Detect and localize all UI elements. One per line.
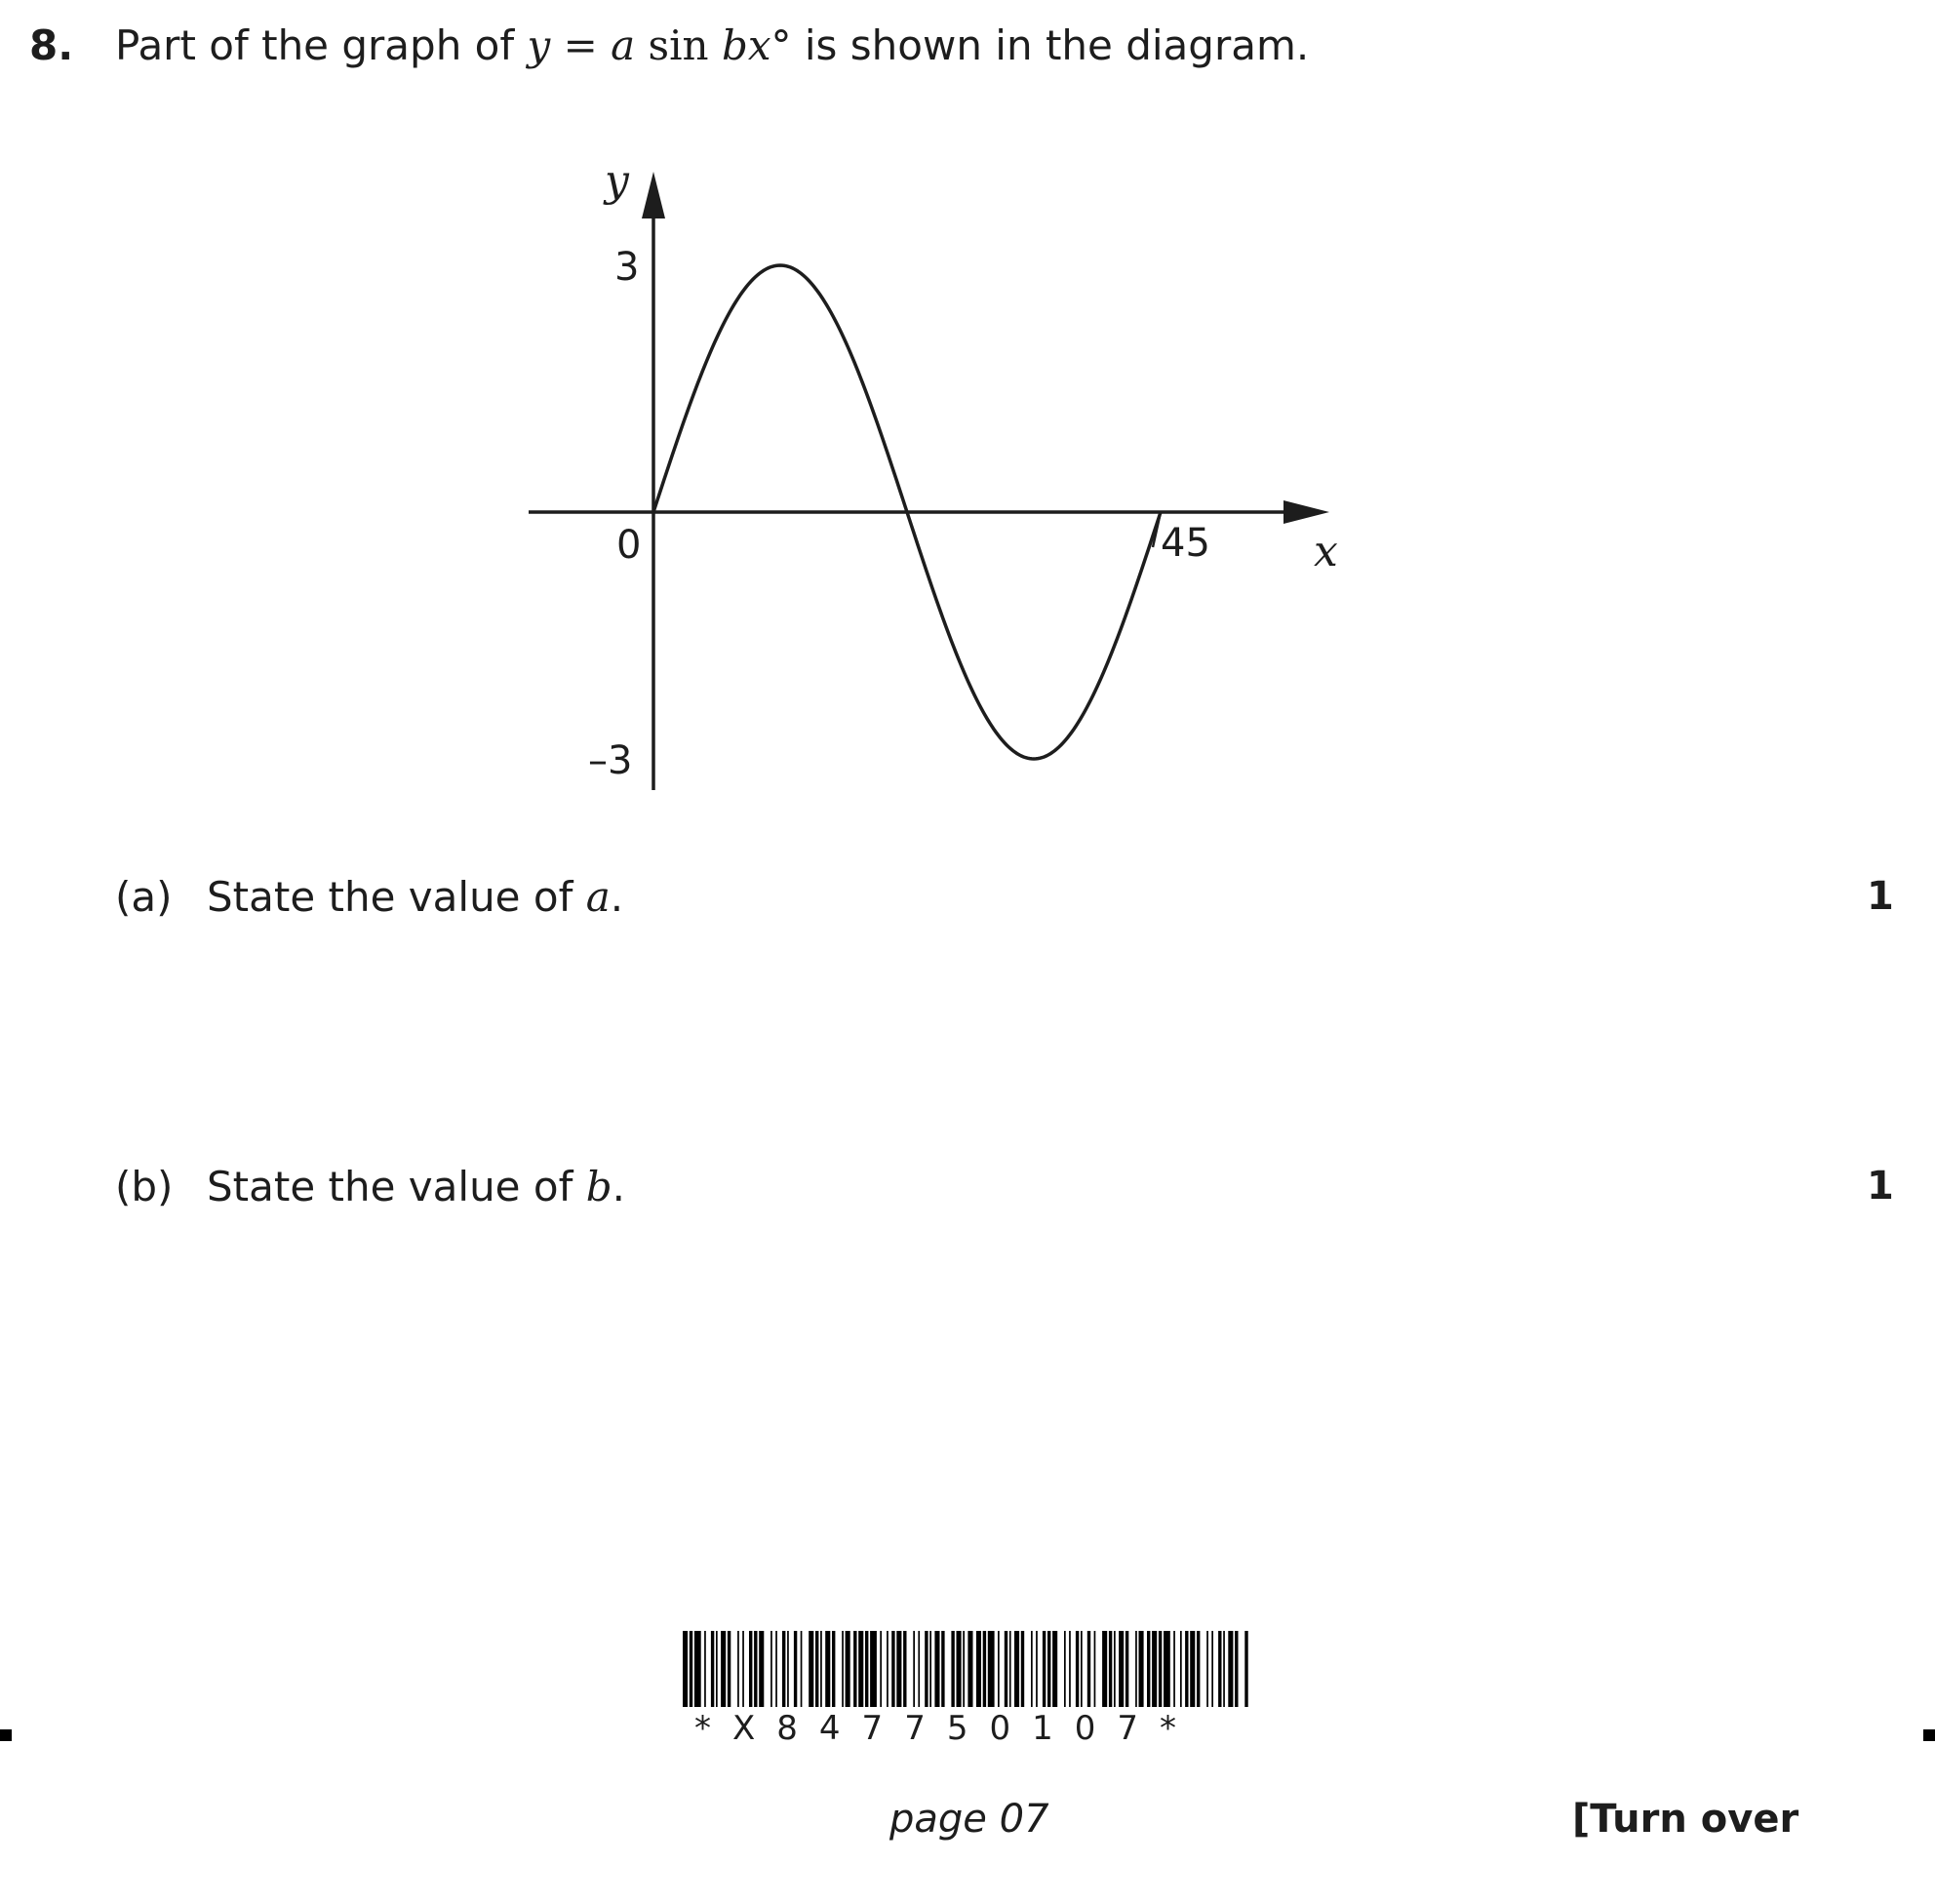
- barcode-bar: [1152, 1631, 1157, 1707]
- barcode-bar: [801, 1631, 803, 1707]
- question-outro: is shown in the diagram.: [804, 21, 1310, 69]
- barcode-bar: [782, 1631, 785, 1707]
- barcode-bar: [858, 1631, 863, 1707]
- barcode-text: *X847750107*: [694, 1709, 1198, 1748]
- barcode-bar: [737, 1631, 739, 1707]
- barcode-bar: [891, 1631, 894, 1707]
- barcode-bar: [690, 1631, 692, 1707]
- barcode-bar: [1244, 1631, 1247, 1707]
- equation-y: y: [527, 21, 551, 69]
- barcode-bar: [825, 1631, 830, 1707]
- barcode-bar: [1005, 1631, 1007, 1707]
- barcode-bar: [775, 1631, 777, 1707]
- equation-bx: bx: [721, 21, 771, 69]
- barcode-bar: [983, 1631, 986, 1707]
- barcode-bar: [870, 1631, 877, 1707]
- part-b-variable: b: [585, 1163, 612, 1210]
- barcode-bar: [820, 1631, 822, 1707]
- y-axis-label: y: [605, 156, 629, 206]
- barcode-bar: [1190, 1631, 1195, 1707]
- barcode-bar: [957, 1631, 962, 1707]
- barcode-bar: [787, 1631, 789, 1707]
- part-b-marks: 1: [1867, 1164, 1894, 1209]
- barcode-bar: [1109, 1631, 1112, 1707]
- barcode-bar: [1094, 1631, 1096, 1707]
- barcode-bar: [728, 1631, 731, 1707]
- question-intro: Part of the graph of: [115, 21, 515, 69]
- y-tick-label-3: 3: [614, 245, 640, 290]
- barcode-bar: [716, 1631, 718, 1707]
- barcode: [681, 1631, 1251, 1711]
- registration-mark-left: [0, 1729, 12, 1741]
- barcode-bar: [887, 1631, 889, 1707]
- barcode-bar: [1125, 1631, 1128, 1707]
- barcode-bar: [1009, 1631, 1011, 1707]
- barcode-bar: [1076, 1631, 1079, 1707]
- equation-a: a: [611, 21, 636, 69]
- barcode-bar: [809, 1631, 813, 1707]
- barcode-bar: [941, 1631, 944, 1707]
- equation-sin: sin: [635, 21, 722, 69]
- part-b-text: [207, 1163, 625, 1210]
- barcode-bar: [1064, 1631, 1066, 1707]
- barcode-bar: [721, 1631, 726, 1707]
- part-b-label: (b): [115, 1163, 174, 1210]
- barcode-bar: [694, 1631, 701, 1707]
- barcode-bar: [918, 1631, 920, 1707]
- barcode-bar: [1114, 1631, 1116, 1707]
- barcode-bar: [925, 1631, 928, 1707]
- equation-degree: °: [770, 21, 792, 69]
- barcode-bar: [1206, 1631, 1208, 1707]
- barcode-bar: [1223, 1631, 1225, 1707]
- barcode-bar: [1211, 1631, 1213, 1707]
- sine-graph: [0, 0, 1935, 829]
- part-b-prompt: State the value of: [207, 1163, 573, 1210]
- barcode-bar: [988, 1631, 995, 1707]
- barcode-bar: [754, 1631, 757, 1707]
- barcode-bar: [1164, 1631, 1170, 1707]
- part-a-prompt: State the value of: [207, 873, 573, 921]
- barcode-bar: [842, 1631, 844, 1707]
- barcode-bar: [1036, 1631, 1038, 1707]
- barcode-bar: [742, 1631, 744, 1707]
- barcode-bar: [1081, 1631, 1083, 1707]
- barcode-bar: [1119, 1631, 1124, 1707]
- barcode-bar: [1173, 1631, 1175, 1707]
- barcode-bar: [1047, 1631, 1050, 1707]
- barcode-bar: [976, 1631, 981, 1707]
- barcode-bar: [929, 1631, 931, 1707]
- x-tick-label-45: 45: [1161, 521, 1210, 566]
- part-a-variable: a: [585, 873, 611, 921]
- barcode-bar: [815, 1631, 818, 1707]
- origin-label: 0: [616, 523, 642, 568]
- barcode-bar: [1043, 1631, 1046, 1707]
- barcode-bar: [1069, 1631, 1071, 1707]
- barcode-bar: [865, 1631, 868, 1707]
- registration-mark-right: [1923, 1729, 1935, 1741]
- barcode-bar: [998, 1631, 1000, 1707]
- part-a-label: (a): [115, 873, 173, 921]
- part-a-marks: 1: [1867, 874, 1894, 919]
- barcode-bar: [1180, 1631, 1182, 1707]
- barcode-bar: [1139, 1631, 1144, 1707]
- part-a-period: .: [610, 873, 624, 921]
- barcode-bar: [1218, 1631, 1221, 1707]
- part-b-period: .: [612, 1163, 625, 1210]
- barcode-bar: [832, 1631, 835, 1707]
- barcode-bar: [770, 1631, 772, 1707]
- y-tick-label-neg3: –3: [588, 738, 633, 783]
- turn-over-label: [Turn over: [1572, 1797, 1799, 1842]
- barcode-bar: [1102, 1631, 1107, 1707]
- barcode-bar: [1197, 1631, 1200, 1707]
- y-axis-arrow: [642, 172, 665, 218]
- barcode-bar: [968, 1631, 972, 1707]
- barcode-bar: [880, 1631, 882, 1707]
- page-number: page 07: [889, 1797, 1049, 1842]
- barcode-bar: [1014, 1631, 1019, 1707]
- barcode-bar: [1087, 1631, 1090, 1707]
- barcode-bar: [794, 1631, 797, 1707]
- barcode-bar: [896, 1631, 901, 1707]
- barcode-bar: [1185, 1631, 1188, 1707]
- barcode-bar: [1147, 1631, 1150, 1707]
- barcode-bar: [683, 1631, 688, 1707]
- barcode-bar: [853, 1631, 856, 1707]
- barcode-bar: [846, 1631, 850, 1707]
- barcode-bar: [1228, 1631, 1233, 1707]
- barcode-bar: [759, 1631, 764, 1707]
- barcode-bar: [1021, 1631, 1024, 1707]
- barcode-bar: [903, 1631, 906, 1707]
- part-a-text: [207, 873, 623, 921]
- question-number: 8.: [29, 21, 74, 69]
- barcode-bar: [1235, 1631, 1238, 1707]
- barcode-bar: [951, 1631, 954, 1707]
- barcode-bar: [749, 1631, 752, 1707]
- barcode-bar: [704, 1631, 706, 1707]
- barcode-bar: [934, 1631, 939, 1707]
- x-axis-arrow: [1283, 500, 1329, 524]
- x-axis-label: x: [1314, 527, 1338, 576]
- barcode-bar: [913, 1631, 915, 1707]
- barcode-bar: [1052, 1631, 1057, 1707]
- equation-equals: =: [550, 21, 612, 69]
- barcode-bar: [1159, 1631, 1162, 1707]
- barcode-bar: [963, 1631, 965, 1707]
- barcode-bar: [1031, 1631, 1033, 1707]
- barcode-bar: [711, 1631, 714, 1707]
- barcode-bar: [1135, 1631, 1137, 1707]
